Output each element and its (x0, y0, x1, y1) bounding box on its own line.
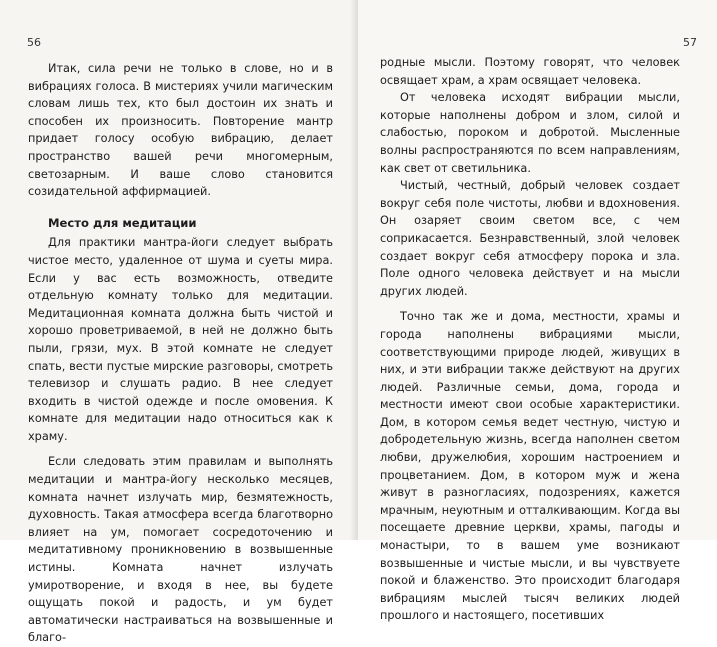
left-page (0, 0, 358, 645)
paragraph-continuation: родные мысли. Поэтому говорят, что человек освящает храм, а храм освящает человека. (380, 56, 680, 87)
paragraph-honest-person: Чистый, честный, добрый человек создает вокруг себя поле чистоты, любви и вдохновения. Он озаряет своим светом все, с чем соприкасается. Безнравственный, злой человек создает вокруг себя атмосферу порока и зла. Поле одного человека действует и на мысли других людей. (380, 179, 680, 298)
paragraph-thought-vibrations: От человека исходят вибрации мысли, которые наполнены добром и злом, силой и слабостью, пороком и добротой. Мысленные волны распространяются по всем направлениям, как свет от светильника. (380, 91, 680, 175)
section-heading: Место для медитации (48, 215, 197, 230)
paragraph-houses-places: Точно так же и дома, местности, храмы и города наполнены вибрациями мысли, соответствующими природе людей, живущих в них, и эти вибрации также действуют на других людей. Различные семьи, дома, города и местности имеют свои особые характеристики. Дом, в котором семья ведет честную, чистую и добродетельную жизнь, всегда наполнен светом любви, дружелюбия, хорошим настроением и процветанием. Дом, в котором муж и жена живут в разногласиях, подозрениях, кажется мрачным, неуютным и отталкивающим. Когда вы посещаете древние церкви, храмы, пагоды и монастыри, то в вашем уме возникают возвышенные и чистые мысли, и вы чувствуете покой и блаженство. Это происходит благодаря вибрациям мыслей тысяч великих людей прошлого и настоящего, посетивших (380, 310, 680, 623)
paragraph-vibration: Итак, сила речи не только в слове, но и в вибрациях голоса. В мистериях учили магическим словам лишь тех, кто был достоин их знать и способен их произносить. Повторение мантр придает голосу особую вибрацию, делает пространство вашей речи многомерным, светозарным. И ваше слово становится созидательной аффирмацией. (28, 62, 333, 199)
left-page-text (28, 60, 333, 647)
page-number-left: 56 (27, 36, 41, 49)
right-page-text (380, 54, 680, 625)
paragraph-meditation-place: Для практики мантра-йоги следует выбрать чистое место, удаленное от шума и суеты мира. Если у вас есть возможность, отведите отдельную комнату только для медитации. Медитационная комната должна быть чистой и хорошо проветриваемой, в ней не должно быть пыли, грязи, мух. В этой комнате не следует спать, вести пустые мирские разговоры, смотреть телевизор и слушать радио. В нее следует входить в чистой одежде и после омовения. К комнате для медитации надо относиться как к храму. (28, 236, 333, 443)
right-page (358, 0, 717, 623)
page-number-right: 57 (683, 36, 697, 49)
paragraph-rules: Если следовать этим правилам и выполнять медитации и мантра-йогу несколько месяцев, комната начнет излучать мир, безмятежность, духовность. Такая атмосфера всегда благотворно влияет на ум, помогает сосредоточению и медитативному проникновению в возвышенные истины. Комната начнет излучать умиротворение, и входя в нее, вы будете ощущать покой и радость, и ум будет автоматически настраиваться на возвышенные и благо- (28, 455, 333, 645)
